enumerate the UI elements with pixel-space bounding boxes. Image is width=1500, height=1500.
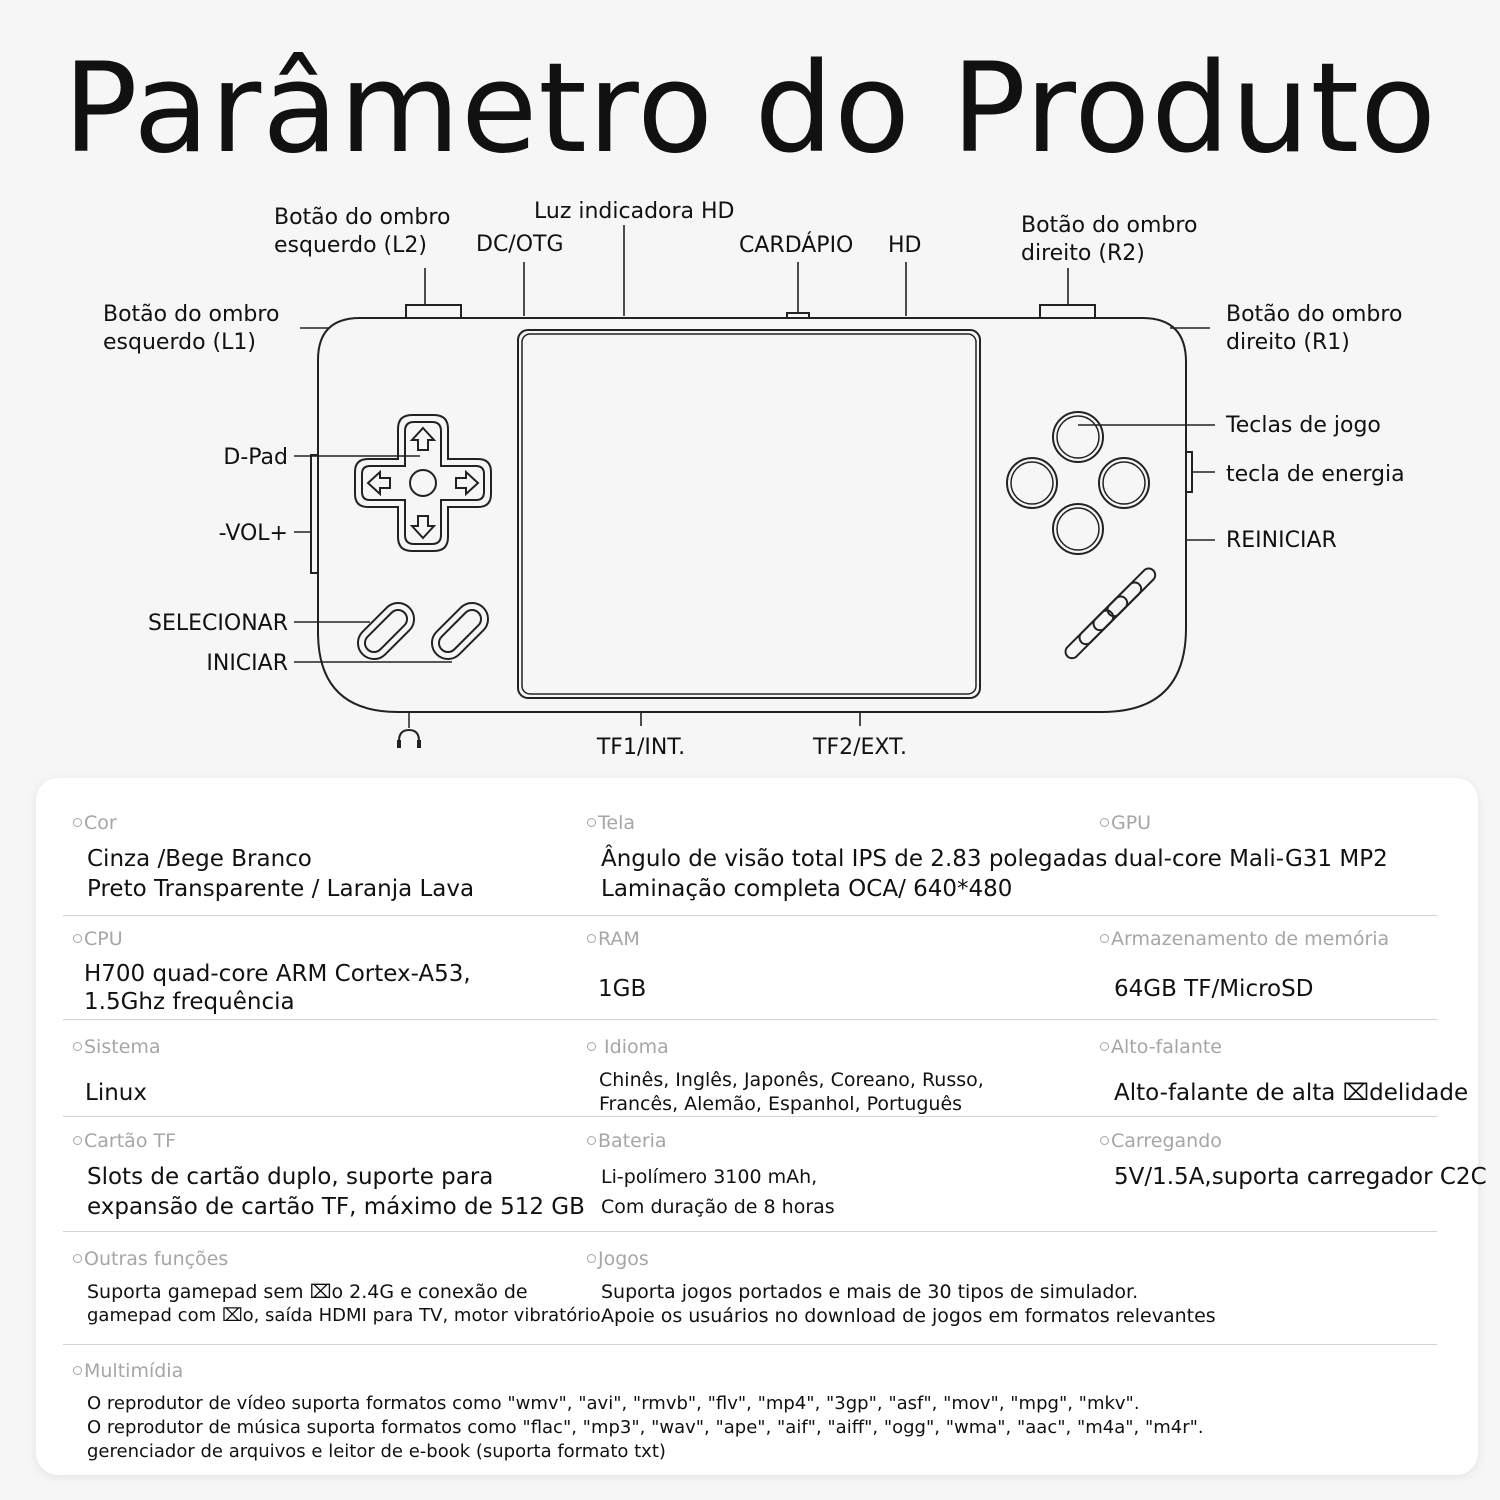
l1-label: Botão do ombro esquerdo (L1) bbox=[103, 302, 280, 355]
face-button-top bbox=[1053, 412, 1103, 462]
spec-label: Sistema bbox=[84, 1036, 161, 1058]
l2-button bbox=[406, 305, 461, 318]
start-button bbox=[425, 596, 494, 665]
bullet-icon bbox=[73, 1366, 82, 1375]
spec-label: CPU bbox=[84, 928, 123, 950]
spec-color bbox=[73, 812, 474, 904]
spec-value: Laminação completa OCA/ 640*480 bbox=[601, 876, 1013, 902]
power-button bbox=[1186, 452, 1192, 492]
face-button-bottom-ring bbox=[1057, 508, 1099, 550]
spec-value: Suporta gamepad sem ⌧o 2.4G e conexão de bbox=[87, 1281, 528, 1303]
spec-value: Cinza /Bege Branco bbox=[87, 846, 312, 872]
dpad-inner bbox=[362, 422, 484, 544]
spec-value: gamepad com ⌧o, saída HDMI para TV, motor vibratório bbox=[87, 1305, 601, 1326]
spec-label: Cor bbox=[84, 812, 117, 834]
volume-button bbox=[311, 455, 318, 573]
spec-value: Preto Transparente / Laranja Lava bbox=[87, 876, 475, 902]
row-divider bbox=[63, 1116, 1437, 1117]
select-button bbox=[351, 596, 420, 665]
r2-label: Botão do ombro direito (R2) bbox=[1021, 213, 1198, 266]
spec-value: Alto-falante de alta ⌧delidade bbox=[1114, 1080, 1469, 1106]
spec-label: Outras funções bbox=[84, 1248, 229, 1270]
face-button-left bbox=[1007, 458, 1057, 508]
dpad-label: D-Pad bbox=[223, 445, 288, 470]
spec-language bbox=[587, 1036, 984, 1116]
bullet-icon bbox=[1100, 1136, 1109, 1145]
game-keys-label: Teclas de jogo bbox=[1226, 413, 1381, 438]
page-title: Parâmetro do Produto bbox=[63, 37, 1437, 181]
bullet-icon bbox=[1100, 818, 1109, 827]
spec-battery bbox=[587, 1130, 835, 1222]
spec-value: 64GB TF/MicroSD bbox=[1114, 976, 1314, 1002]
spec-label: Armazenamento de memória bbox=[1111, 928, 1390, 950]
row-divider bbox=[63, 1344, 1437, 1345]
bullet-icon bbox=[73, 1136, 82, 1145]
face-button-top-ring bbox=[1057, 416, 1099, 458]
spec-storage bbox=[1100, 928, 1389, 1004]
spec-label: RAM bbox=[598, 928, 640, 950]
bullet-icon bbox=[587, 818, 596, 827]
speaker-grill bbox=[1063, 566, 1158, 661]
start-label: INICIAR bbox=[206, 651, 288, 676]
face-button-right bbox=[1099, 458, 1149, 508]
headphone-icon bbox=[399, 730, 419, 748]
spec-multimedia bbox=[73, 1360, 1204, 1464]
spec-label: Tela bbox=[598, 812, 635, 834]
reset-label: REINICIAR bbox=[1226, 528, 1337, 553]
bullet-icon bbox=[73, 1042, 82, 1051]
dpad-center bbox=[410, 470, 436, 496]
spec-other bbox=[73, 1248, 601, 1328]
volume-label: -VOL+ bbox=[218, 521, 288, 546]
row-divider bbox=[63, 1019, 1437, 1020]
spec-cpu bbox=[73, 928, 471, 1016]
bullet-icon bbox=[1100, 1042, 1109, 1051]
spec-system bbox=[73, 1036, 161, 1108]
spec-games bbox=[587, 1248, 1216, 1328]
tf2-label: TF2/EXT. bbox=[813, 735, 907, 760]
spec-tf-card bbox=[73, 1130, 585, 1222]
bullet-icon bbox=[1100, 934, 1109, 943]
spec-value: Chinês, Inglês, Japonês, Coreano, Russo, bbox=[599, 1069, 984, 1091]
spec-label: Jogos bbox=[598, 1248, 649, 1270]
spec-value: Li-polímero 3100 mAh, bbox=[601, 1166, 818, 1188]
spec-value: O reprodutor de vídeo suporta formatos como "wmv", "avi", "rmvb", "flv", "mp4", "3gp", "asf", "mov", "mpg", "mkv". bbox=[87, 1393, 1140, 1414]
bullet-icon bbox=[587, 1042, 596, 1051]
spec-gpu bbox=[1100, 812, 1388, 874]
dpad-down-arrow bbox=[412, 516, 434, 538]
spec-speaker bbox=[1100, 1036, 1468, 1108]
spec-value: Apoie os usuários no download de jogos em formatos relevantes bbox=[601, 1305, 1216, 1327]
spec-label: Idioma bbox=[598, 1036, 669, 1058]
row-divider bbox=[63, 915, 1437, 916]
spec-label: Carregando bbox=[1111, 1130, 1222, 1152]
hd-label: HD bbox=[888, 233, 922, 258]
spec-label: GPU bbox=[1111, 812, 1152, 834]
select-label: SELECIONAR bbox=[148, 611, 288, 636]
screen-inner bbox=[522, 334, 976, 694]
row-divider bbox=[63, 1231, 1437, 1232]
spec-value: Com duração de 8 horas bbox=[601, 1196, 835, 1218]
hd-indicator-label: Luz indicadora HD bbox=[534, 199, 735, 224]
spec-value: Francês, Alemão, Espanhol, Português bbox=[599, 1093, 963, 1115]
spec-value: Suporta jogos portados e mais de 30 tipos de simulador. bbox=[601, 1281, 1139, 1303]
spec-value: Ângulo de visão total IPS de 2.83 polegadas bbox=[601, 846, 1108, 872]
spec-label: Cartão TF bbox=[84, 1130, 177, 1152]
bullet-icon bbox=[587, 1254, 596, 1263]
dpad-outer bbox=[355, 415, 491, 551]
spec-label: Multimídia bbox=[84, 1360, 184, 1382]
spec-value: Linux bbox=[85, 1080, 147, 1106]
bullet-icon bbox=[73, 818, 82, 827]
l2-label: Botão do ombro esquerdo (L2) bbox=[274, 205, 451, 258]
screen bbox=[518, 330, 980, 698]
bullet-icon bbox=[73, 934, 82, 943]
dpad-up-arrow bbox=[412, 428, 434, 450]
r1-label: Botão do ombro direito (R1) bbox=[1226, 302, 1403, 355]
bullet-icon bbox=[587, 934, 596, 943]
spec-value: H700 quad-core ARM Cortex-A53, bbox=[84, 961, 471, 987]
bullet-icon bbox=[587, 1136, 596, 1145]
spec-value: 5V/1.5A,suporta carregador C2C bbox=[1114, 1164, 1487, 1190]
spec-value: dual-core Mali-G31 MP2 bbox=[1114, 846, 1388, 872]
dpad-left-arrow bbox=[368, 472, 390, 494]
spec-value: expansão de cartão TF, máximo de 512 GB bbox=[87, 1194, 585, 1220]
power-label: tecla de energia bbox=[1226, 462, 1405, 487]
spec-ram bbox=[587, 928, 646, 1004]
tf1-label: TF1/INT. bbox=[596, 735, 686, 760]
menu-label: CARDÁPIO bbox=[739, 233, 854, 258]
spec-screen bbox=[587, 812, 1107, 904]
dpad-right-arrow bbox=[456, 472, 478, 494]
spec-label: Alto-falante bbox=[1111, 1036, 1222, 1058]
spec-value: 1GB bbox=[598, 976, 647, 1002]
spec-value: Slots de cartão duplo, suporte para bbox=[87, 1164, 494, 1190]
r2-button bbox=[1040, 305, 1095, 318]
menu-button bbox=[787, 313, 809, 318]
spec-charging bbox=[1100, 1130, 1487, 1192]
dc-otg-label: DC/OTG bbox=[476, 232, 564, 257]
spec-label: Bateria bbox=[598, 1130, 667, 1152]
face-button-right-ring bbox=[1103, 462, 1145, 504]
face-button-left-ring bbox=[1011, 462, 1053, 504]
spec-value: gerenciador de arquivos e leitor de e-book (suporta formato txt) bbox=[87, 1441, 666, 1462]
spec-value: O reprodutor de música suporta formatos como "flac", "mp3", "wav", "ape", "aif", "aiff", "ogg", "wma", "aac", "m4a", "m4r". bbox=[87, 1417, 1204, 1438]
spec-value: 1.5Ghz frequência bbox=[84, 989, 295, 1015]
bullet-icon bbox=[73, 1254, 82, 1263]
face-button-bottom bbox=[1053, 504, 1103, 554]
